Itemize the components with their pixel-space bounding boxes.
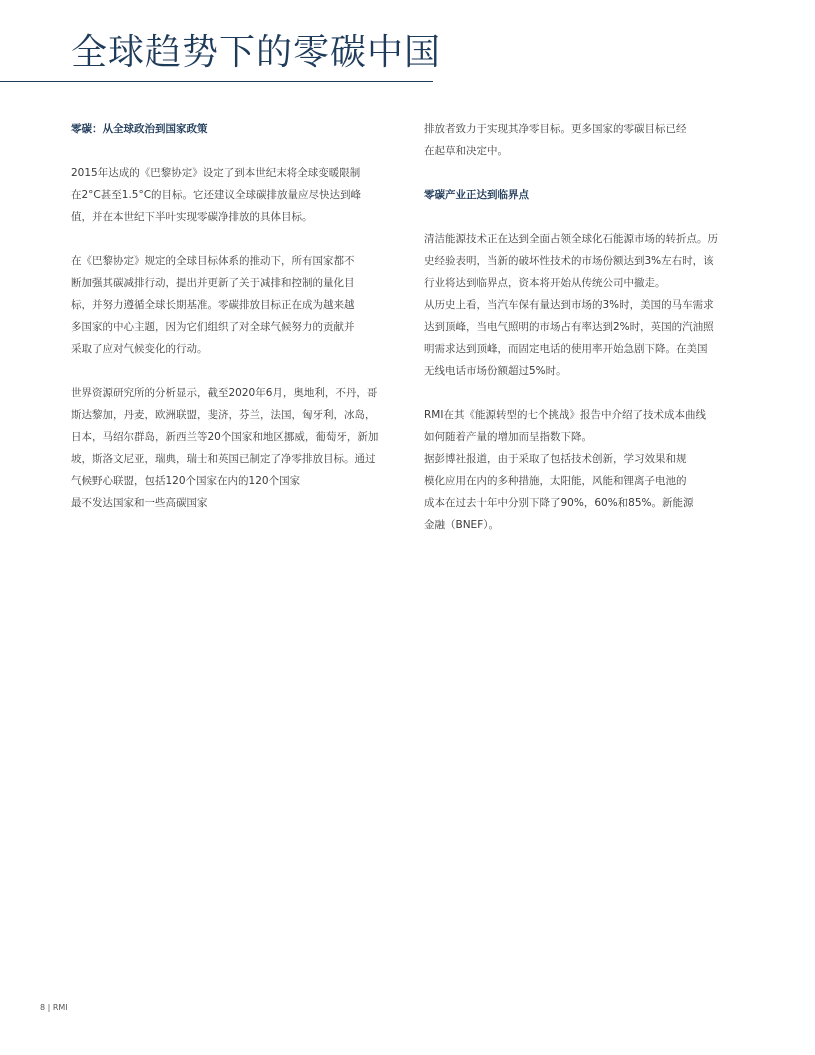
text-line: 值，并在本世纪下半叶实现零碳净排放的具体目标。 <box>71 211 313 223</box>
page-footer: 8 | RMI <box>40 1003 68 1012</box>
paragraph-continued <box>424 118 744 162</box>
text-line: 世界资源研究所的分析显示，截至2020年6月，奥地利，不丹，哥 <box>71 387 378 399</box>
text-line: 2015年达成的《巴黎协定》设定了到本世纪末将全球变暖限制 <box>71 167 361 179</box>
text-line: 模化应用在内的多种措施，太阳能，风能和锂离子电池的 <box>424 475 687 487</box>
text-line: 断加强其碳减排行动，提出并更新了关于减排和控制的量化目 <box>71 277 355 289</box>
text-line: 行业将达到临界点，资本将开始从传统公司中撤走。 <box>424 277 666 289</box>
text-line: 在起草和决定中。 <box>424 145 508 157</box>
text-line: 在《巴黎协定》规定的全球目标体系的推动下，所有国家都不 <box>71 255 355 267</box>
left-column <box>71 118 391 514</box>
text-line: 史经验表明，当新的破坏性技术的市场份额达到3%左右时，该 <box>424 255 714 267</box>
page-title: 全球趋势下的零碳中国 <box>71 32 442 73</box>
text-line: 明需求达到顶峰，而固定电话的使用率开始急剧下降。在美国 <box>424 343 708 355</box>
paragraph-paris-agreement <box>71 162 391 228</box>
text-line: 从历史上看，当汽车保有量达到市场的3%时，美国的马车需求 <box>424 299 714 311</box>
text-line: RMI在其《能源转型的七个挑战》报告中介绍了技术成本曲线 <box>424 409 706 421</box>
section-heading-tipping-point: 零碳产业正达到临界点 <box>424 189 529 201</box>
paragraph-wri-analysis <box>71 382 391 514</box>
text-line: 多国家的中心主题，因为它们组织了对全球气候努力的贡献并 <box>71 321 355 333</box>
text-line: 据彭博社报道，由于采取了包括技术创新，学习效果和规 <box>424 453 687 465</box>
text-line: 标，并努力遵循全球长期基准。零碳排放目标正在成为越来越 <box>71 299 355 311</box>
text-line: 如何随着产量的增加而呈指数下降。 <box>424 431 592 443</box>
text-line: 日本，马绍尔群岛，新西兰等20个国家和地区挪威，葡萄牙，新加 <box>71 431 379 443</box>
right-column <box>424 118 744 536</box>
text-line: 在2°C甚至1.5°C的目标。它还建议全球碳排放量应尽快达到峰 <box>71 189 362 201</box>
text-line: 气候野心联盟，包括120个国家在内的120个国家 <box>71 475 301 487</box>
text-line: 达到顶峰，当电气照明的市场占有率达到2%时，英国的汽油照 <box>424 321 714 333</box>
paragraph-clean-energy-tipping <box>424 228 744 382</box>
paragraph-national-targets <box>71 250 391 360</box>
text-line: 采取了应对气候变化的行动。 <box>71 343 208 355</box>
section-heading-zero-carbon-policy: 零碳：从全球政治到国家政策 <box>71 123 208 135</box>
text-line: 斯达黎加，丹麦，欧洲联盟，斐济，芬兰，法国，匈牙利，冰岛， <box>71 409 376 421</box>
title-divider <box>0 81 433 82</box>
text-line: 清洁能源技术正在达到全面占领全球化石能源市场的转折点。历 <box>424 233 718 245</box>
paragraph-cost-curve <box>424 404 744 536</box>
text-line: 排放者致力于实现其净零目标。更多国家的零碳目标已经 <box>424 123 687 135</box>
text-line: 金融（BNEF）。 <box>424 519 499 531</box>
text-line: 无线电话市场份额超过5%时。 <box>424 365 567 377</box>
text-line: 成本在过去十年中分别下降了90%，60%和85%。新能源 <box>424 497 694 509</box>
text-line: 最不发达国家和一些高碳国家 <box>71 497 208 509</box>
text-line: 坡，斯洛文尼亚，瑞典，瑞士和英国已制定了净零排放目标。通过 <box>71 453 376 465</box>
